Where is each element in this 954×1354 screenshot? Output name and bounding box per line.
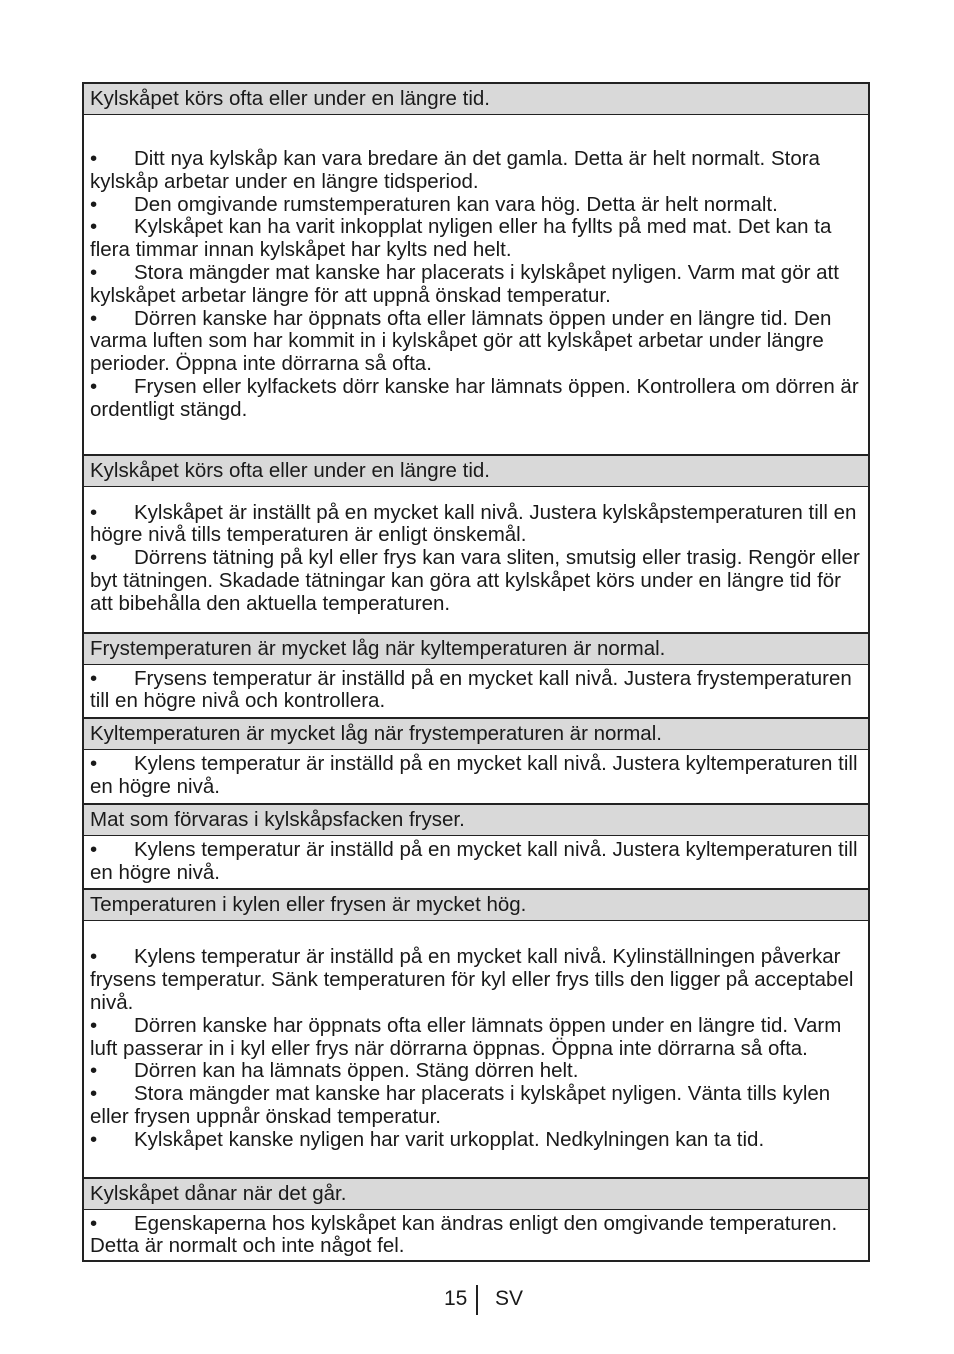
page-number: 15: [444, 1287, 468, 1310]
list-item: • Den omgivande rumstemperaturen kan vara hög. Detta är helt normalt.: [90, 192, 778, 216]
section-body: [84, 115, 868, 454]
list-item: • Frysen eller kylfackets dörr kanske har lämnats öppen. Kontrollera om dörren är ordentligt stängd.: [90, 374, 859, 421]
language-code: SV: [495, 1287, 524, 1310]
table-section: [84, 888, 868, 1176]
section-body: [84, 665, 868, 718]
section-heading: Frystemperaturen är mycket låg när kyltemperaturen är normal.: [84, 634, 868, 665]
list-item: • Stora mängder mat kanske har placerats i kylskåpet nyligen. Vänta tills kylen eller frysen uppnår önskad temperatur.: [90, 1082, 831, 1128]
troubleshooting-table: [82, 82, 870, 1262]
list-item: • Kylskåpet är inställt på en mycket kall nivå. Justera kylskåpstemperaturen till en högre nivå tills temperaturen är enligt önskemål.: [90, 500, 857, 547]
list-item: • Dörren kanske har öppnats ofta eller lämnats öppen under en längre tid. Den varma luften som har kommit in i kylskåpet gör att kylskåpet arbetar under längre perioder. Öppna inte dörrarna så ofta.: [90, 306, 832, 376]
list-item: • Frysens temperatur är inställd på en mycket kall nivå. Justera frystemperaturen till en högre nivå och kontrollera.: [90, 666, 852, 713]
table-section: [84, 717, 868, 803]
section-heading: Kylskåpet dånar när det går.: [84, 1179, 868, 1210]
table-section: [84, 1177, 868, 1261]
list-item: • Egenskaperna hos kylskåpet kan ändras enligt den omgivande temperaturen. Detta är normalt och inte något fel.: [90, 1211, 838, 1258]
footer-divider: [476, 1285, 478, 1315]
table-section: [84, 632, 868, 718]
page-footer: [0, 1285, 954, 1315]
section-heading: Temperaturen i kylen eller frysen är mycket hög.: [84, 890, 868, 921]
section-heading: Kylskåpet körs ofta eller under en längre tid.: [84, 84, 868, 115]
section-heading: Kyltemperaturen är mycket låg när frystemperaturen är normal.: [84, 719, 868, 750]
section-body: [84, 921, 868, 1176]
section-body: [84, 487, 868, 632]
list-item: • Kylens temperatur är inställd på en mycket kall nivå. Justera kyltemperaturen till en högre nivå.: [90, 752, 858, 798]
section-body: [84, 750, 868, 803]
section-heading: Kylskåpet körs ofta eller under en längre tid.: [84, 456, 868, 487]
list-item: • Dörren kan ha lämnats öppen. Stäng dörren helt.: [90, 1059, 579, 1083]
list-item: • Ditt nya kylskåp kan vara bredare än det gamla. Detta är helt normalt. Stora kylskåp arbetar under en längre tidsperiod.: [90, 147, 820, 193]
list-item: • Kylskåpet kan ha varit inkopplat nyligen eller ha fyllts på med mat. Det kan ta flera timmar innan kylskåpet har kylts ned helt.: [90, 215, 832, 262]
table-section: [84, 454, 868, 632]
list-item: • Stora mängder mat kanske har placerats i kylskåpet nyligen. Varm mat gör att kylskåpet arbetar längre för att uppnå önskad temperatur.: [90, 260, 839, 307]
list-item: • Dörrens tätning på kyl eller frys kan vara sliten, smutsig eller trasig. Rengör eller byt tätningen. Skadade tätningar kan göra att kylskåpet körs under en längre tid för att bibehålla den aktuella temperaturen.: [90, 546, 860, 615]
list-item: • Dörren kanske har öppnats ofta eller lämnats öppen under en längre tid. Varm luft passerar in i kyl eller frys när dörrarna öppnas. Öppna inte dörrarna så ofta.: [90, 1013, 842, 1060]
section-body: [84, 1210, 868, 1261]
list-item: • Kylens temperatur är inställd på en mycket kall nivå. Kylinställningen påverkar frysens temperatur. Sänk temperaturen för kyl eller frys tills den ligger på acceptabel nivå.: [90, 945, 854, 1014]
section-body: [84, 836, 868, 889]
list-item: • Kylens temperatur är inställd på en mycket kall nivå. Justera kyltemperaturen till en högre nivå.: [90, 837, 858, 884]
section-heading: Mat som förvaras i kylskåpsfacken fryser.: [84, 805, 868, 836]
list-item: • Kylskåpet kanske nyligen har varit urkopplat. Nedkylningen kan ta tid.: [90, 1127, 765, 1151]
table-section: [84, 84, 868, 454]
table-section: [84, 803, 868, 889]
